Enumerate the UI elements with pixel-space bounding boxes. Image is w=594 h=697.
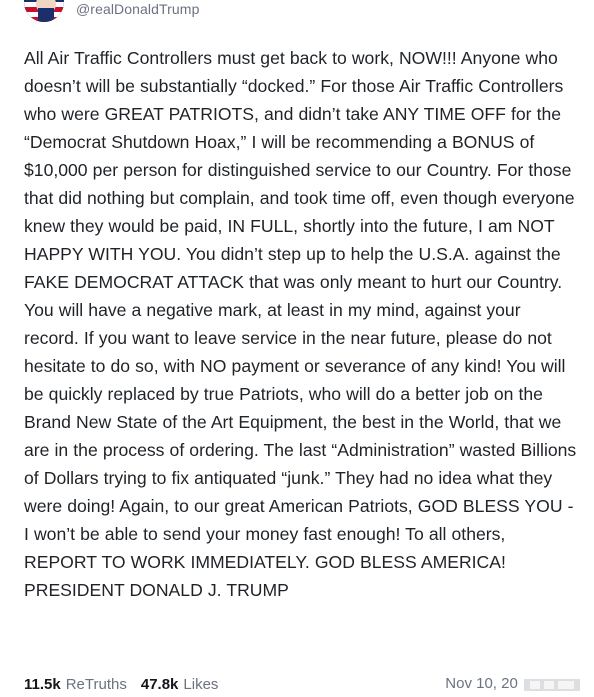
retruths-label: ReTruths [65, 675, 127, 693]
likes-stat[interactable] [141, 676, 219, 693]
post-footer [24, 671, 580, 697]
author-handle[interactable]: @realDonaldTrump [76, 1, 200, 17]
likes-count: 47.8k [140, 675, 179, 693]
post-timestamp[interactable] [445, 675, 580, 692]
flag-avatar-icon[interactable] [24, 0, 64, 22]
post-header [24, 0, 199, 22]
post-body-text: All Air Traffic Controllers must get back to work, NOW!!! Anyone who doesn’t will be substantially “docked.” For those Air Traffic Controllers who were GREAT PATRIOTS, and didn’t take ANY TIME OFF for the “Democrat Shutdown Hoax,” I will be recommending a BONUS of $10,000 per person for distinguished service to our Country. For those that did nothing but complain, and took time off, even though everyone knew they would be paid, IN FULL, shortly into the future, I am NOT HAPPY WITH YOU. You didn’t step up to help the U.S.A. against the FAKE DEMOCRAT ATTACK that was only meant to hurt our Country. You will have a negative mark, at least in my mind, against your record. If you want to leave service in the near future, please do not hesitate to do so, with NO payment or severance of any kind! You will be quickly replaced by true Patriots, who will do a better job on the Brand New State of the Art Equipment, the best in the World, that we are in the process of ordering. The last “Administration” wasted Billions of Dollars trying to fix antiquated “junk.” They had no idea what they were doing! Again, to our great American Patriots, GOD BLESS YOU - I won’t be able to send your money fast enough! To all others, REPORT TO WORK IMMEDIATELY. GOD BLESS AMERICA! PRESIDENT DONALD J. TRUMP [24, 48, 577, 600]
likes-label: Likes [183, 675, 219, 693]
timestamp-text: Nov 10, 20 [445, 675, 518, 693]
watermark-icon [524, 677, 580, 693]
retruths-stat[interactable] [24, 676, 127, 693]
retruths-count: 11.5k [24, 675, 61, 693]
